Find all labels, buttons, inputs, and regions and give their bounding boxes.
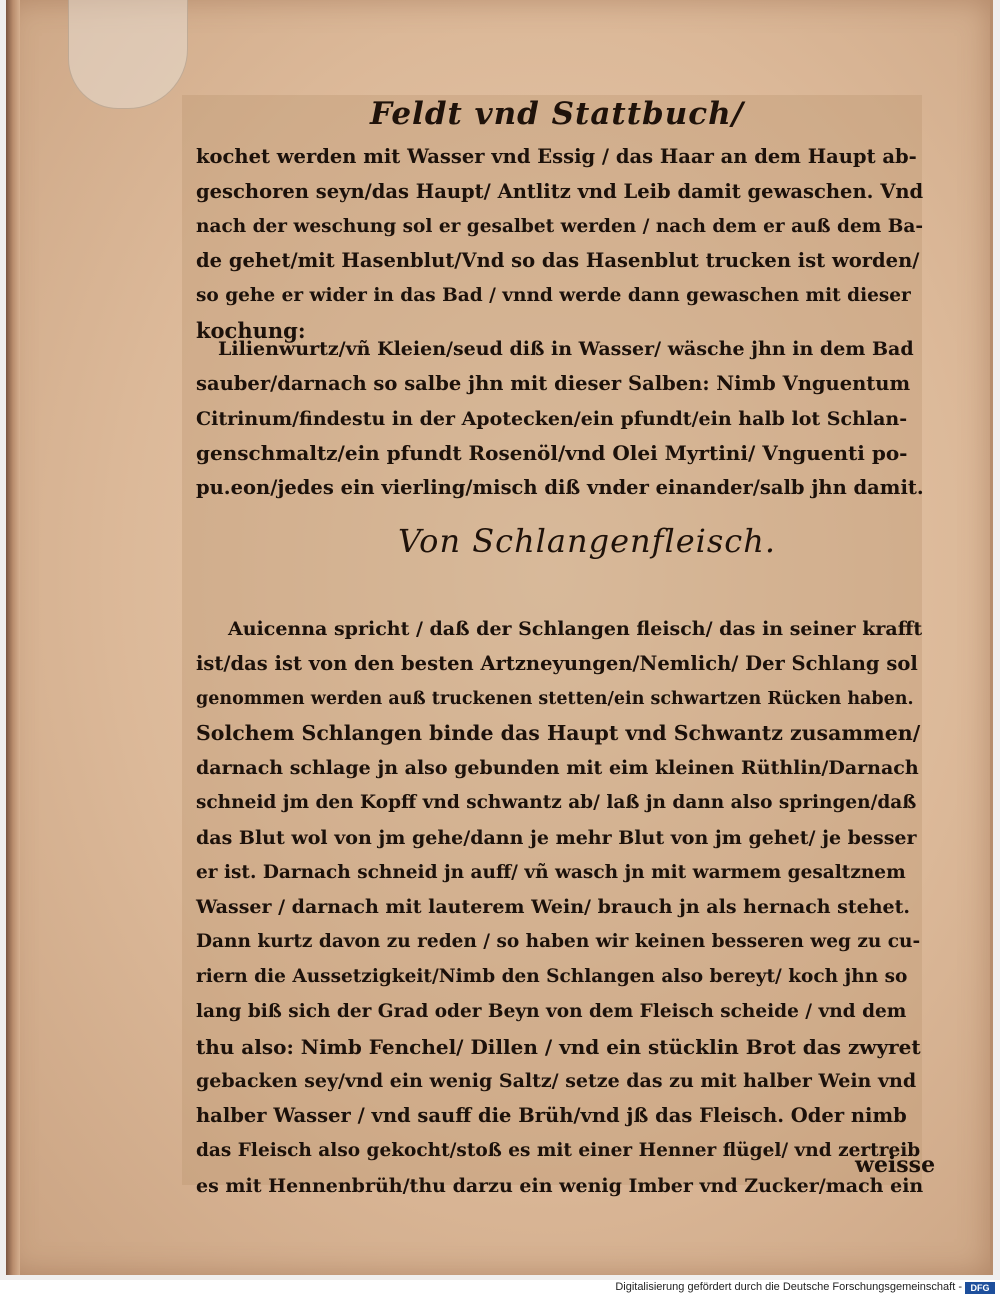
digitization-credit: Digitalisierung gefördert durch die Deutsche Forschungsgemeinschaft - — [615, 1281, 962, 1293]
text-line: gebacken sey/vnd ein wenig Saltz/ setze das zu mit halber Wein vnd — [196, 1070, 917, 1093]
running-head: Feldt vnd Stattbuch/ — [370, 96, 745, 132]
page-tab — [68, 0, 188, 109]
text-line: Wasser / darnach mit lauterem Wein/ brauch jn als hernach stehet. — [196, 896, 911, 919]
text-line: pu.eon/jedes ein vierling/misch diß vnder einander/salb jhn damit. — [196, 476, 924, 500]
paragraph-2 — [196, 332, 924, 506]
text-line: halber Wasser / vnd sauff die Brüh/vnd jß das Fleisch. Oder nimb — [196, 1104, 907, 1128]
text-line: sauber/darnach so salbe jhn mit dieser Salben: Nimb Vnguentum — [196, 371, 911, 395]
text-line: er ist. Darnach schneid jn auff/ vñ wasch jn mit warmem gesaltznem — [196, 861, 906, 883]
text-line: genommen werden auß truckenen stetten/ein schwartzen Rücken haben. — [196, 688, 914, 709]
text-line: lang biß sich der Grad oder Beyn von dem Fleisch scheide / vnd dem — [196, 1000, 907, 1022]
text-line: Dann kurtz davon zu reden / so haben wir keinen besseren weg zu cu- — [196, 931, 921, 953]
text-line: Auicenna spricht / daß der Schlangen fleisch/ das in seiner krafft — [228, 618, 923, 640]
text-line: genschmaltz/ein pfundt Rosenöl/vnd Olei Myrtini/ Vnguenti po- — [196, 441, 908, 466]
text-line: Lilienwurtz/vñ Kleien/seud diß in Wasser/ wäsche jhn in dem Bad — [218, 338, 914, 360]
text-line: kochet werden mit Wasser vnd Essig / das Haar an dem Haupt ab- — [196, 145, 917, 168]
text-line: Solchem Schlangen binde das Haupt vnd Schwantz zusammen/ — [196, 721, 921, 746]
text-line: riern die Aussetzigkeit/Nimb den Schlangen also bereyt/ koch jhn so — [196, 965, 908, 987]
text-line: so gehe er wider in das Bad / vnnd werde dann gewaschen mit dieser — [196, 285, 911, 307]
text-line: thu also: Nimb Fenchel/ Dillen / vnd ein stücklin Brot das zwyret — [196, 1034, 921, 1059]
text-line: Citrinum/findestu in der Apotecken/ein pfundt/ein halb lot Schlan- — [196, 407, 908, 430]
footer-bar — [0, 1280, 1000, 1297]
text-line: geschoren seyn/das Haupt/ Antlitz vnd Leib damit gewaschen. Vnd — [196, 179, 924, 203]
page-gutter — [6, 0, 20, 1275]
text-line: nach der weschung sol er gesalbet werden / nach dem er auß dem Ba- — [196, 215, 924, 237]
text-line: kochung: — [196, 317, 306, 343]
text-line: schneid jm den Kopff vnd schwantz ab/ laß jn dann also springen/daß — [196, 791, 917, 813]
catchword: weisse — [855, 1152, 936, 1178]
section-paragraph — [196, 612, 924, 1204]
text-line: de gehet/mit Hasenblut/Vnd so das Hasenblut trucken ist worden/ — [196, 249, 920, 273]
text-line: das Blut wol von jm gehe/dann je mehr Blut von jm gehet/ je besser — [196, 826, 917, 849]
dfg-logo-icon: DFG — [965, 1282, 995, 1294]
paragraph-1 — [196, 140, 924, 349]
text-line: es mit Hennenbrüh/thu darzu ein wenig Imber vnd Zucker/mach ein — [196, 1174, 924, 1197]
section-title: Von Schlangenfleisch. — [398, 522, 776, 560]
text-line: ist/das ist von den besten Artzneyungen/Nemlich/ Der Schlang sol — [196, 651, 918, 675]
text-line: darnach schlage jn also gebunden mit eim kleinen Rüthlin/Darnach — [196, 757, 919, 780]
text-line: das Fleisch also gekocht/stoß es mit einer Henner flügel/ vnd zertreib — [196, 1139, 921, 1161]
